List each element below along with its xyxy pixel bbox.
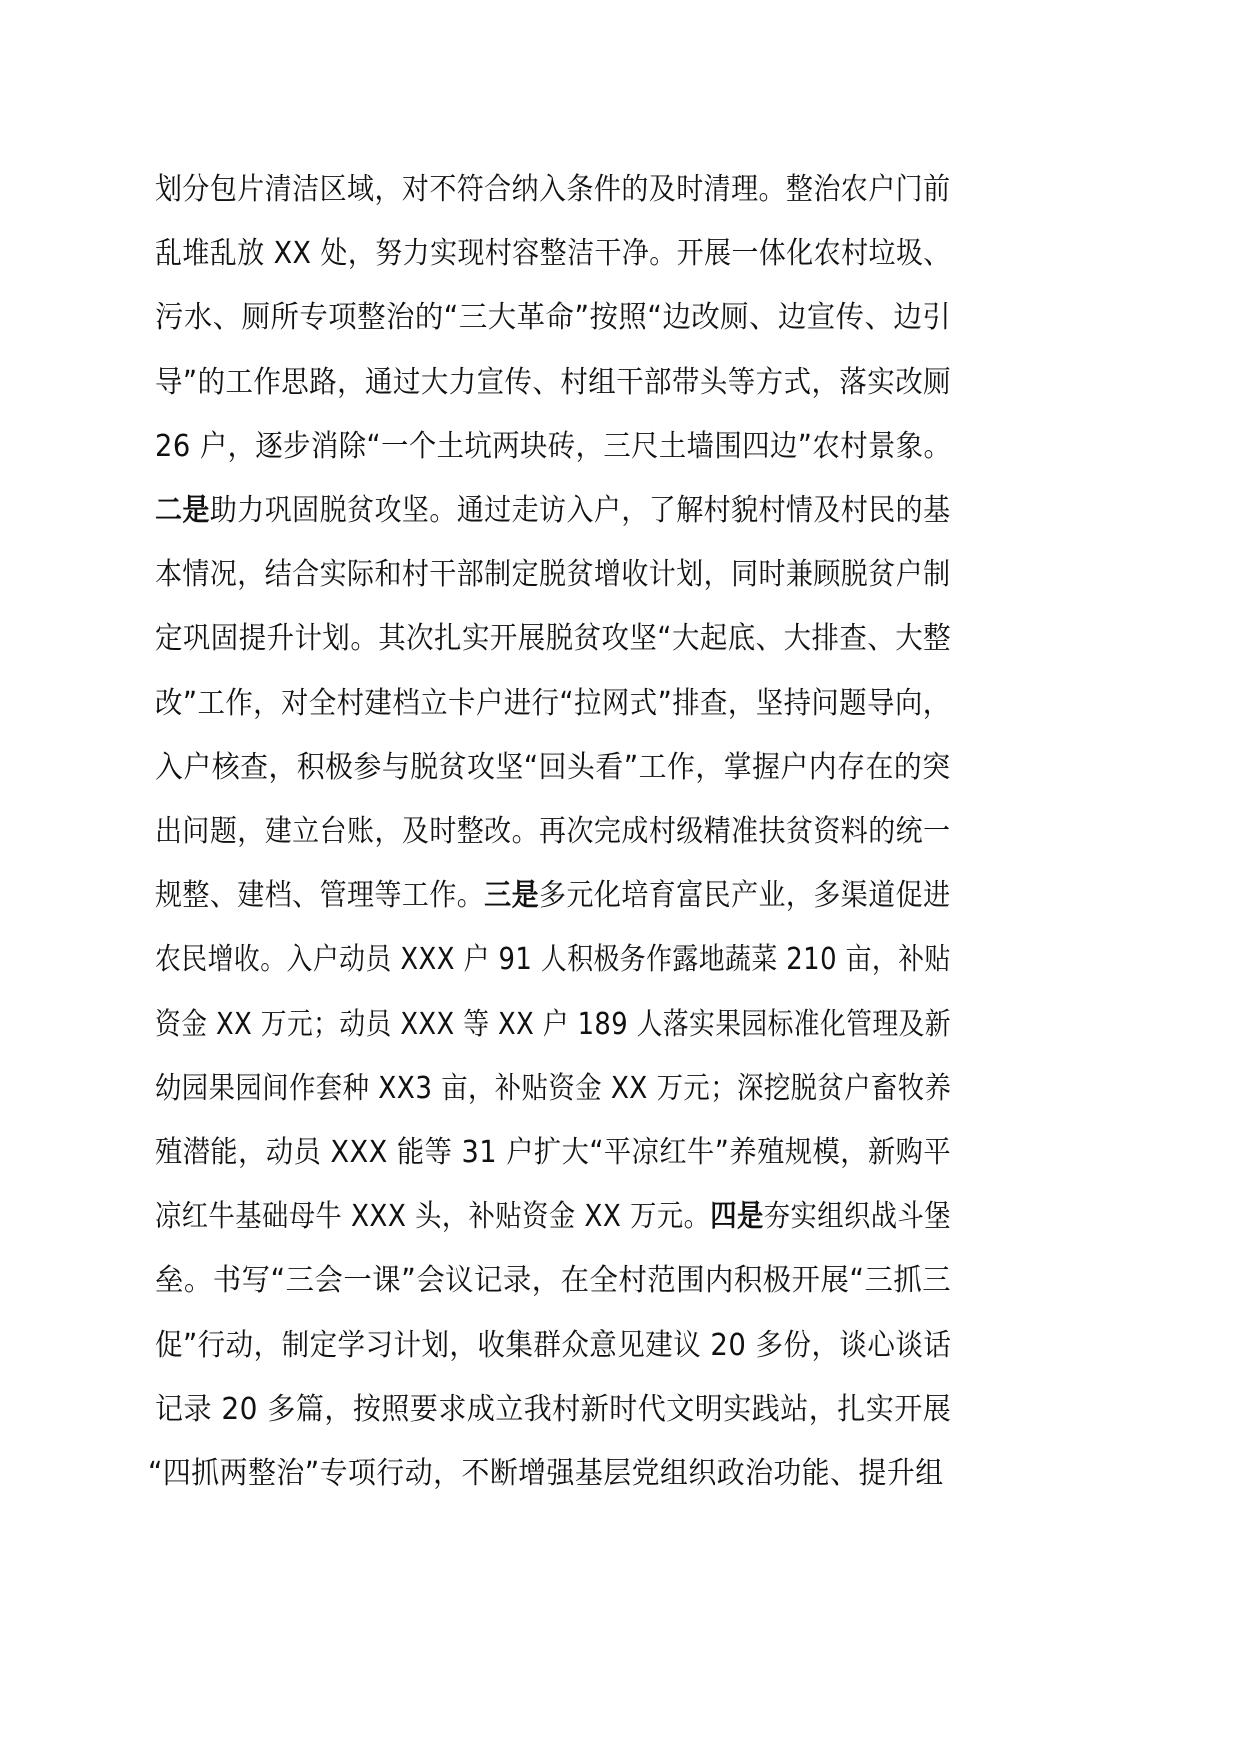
text-line [155,170,951,210]
text-segment: 幼园果园间作套种 XX3 亩，补贴资金 XX 万元；深挖脱贫户畜牧养 [155,1070,952,1106]
text-segment: 夯实组织战斗堡 [763,1199,951,1235]
text-segment: 导”的工作思路，通过大力宣传、村组干部带头等方式，落实改厕 [155,364,952,400]
text-line [155,1069,951,1109]
text-segment: 规整、建档、管理等工作。 [155,878,485,914]
text-segment: “四抓两整治”专项行动，不断增强基层党组织政治功能、提升组 [148,1456,944,1491]
text-line [155,298,951,338]
text-segment: 26 户，逐步消除“一个土坑两块砖，三尺土墙围四边”农村景象。 [155,428,952,464]
text-line [148,1454,944,1494]
bold-lead-phrase: 三是 [484,878,540,914]
text-line [155,555,951,595]
text-segment: 记录 20 多篇，按照要求成立我村新时代文明实践站，扎实开展 [155,1391,952,1427]
text-line [155,1390,951,1430]
text-segment: 凉红牛基础母牛 XXX 头，补贴资金 XX 万元。 [155,1199,711,1235]
text-segment: 垒。书写“三会一课”会议记录，在全村范围内积极开展“三抓三 [155,1263,952,1299]
text-line [155,940,951,980]
text-line [155,876,951,916]
text-segment: 促”行动，制定学习计划，收集群众意见建议 20 多份，谈心谈话 [155,1327,952,1363]
text-line [155,684,951,724]
text-segment: 多元化培育富民产业，多渠道促进 [539,878,951,914]
text-line [155,1197,951,1237]
text-line [155,1261,951,1301]
text-segment: 出问题，建立台账，及时整改。再次完成村级精准扶贫资料的统一 [155,814,951,849]
text-segment: 助力巩固脱贫攻坚。通过走访入户，了解村貌村情及村民的基 [209,493,951,528]
text-segment: 本情况，结合实际和村干部制定脱贫增收计划，同时兼顾脱贫户制 [155,557,951,593]
text-line [155,234,951,274]
text-segment: 改”工作，对全村建档立卡户进行“拉网式”排查，坚持问题导向， [155,685,951,721]
text-segment: 污水、厕所专项整治的“三大革命”按照“边改厕、边宣传、边引 [155,300,952,336]
text-line [155,1326,951,1366]
text-line [155,748,951,788]
text-line [155,491,951,531]
text-segment: 入户核查，积极参与脱贫攻坚“回头看”工作，掌握户内存在的突 [155,749,951,785]
text-segment: 划分包片清洁区域，对不符合纳入条件的及时清理。整治农户门前 [155,172,951,207]
text-segment: 殖潜能，动员 XXX 能等 31 户扩大“平凉红牛”养殖规模，新购平 [155,1135,952,1170]
text-segment: 农民增收。入户动员 XXX 户 91 人积极务作露地蔬菜 210 亩，补贴 [155,942,951,978]
text-line [155,812,951,852]
text-line [155,1133,951,1173]
bold-lead-phrase: 二是 [155,493,210,528]
text-segment: 乱堆乱放 XX 处，努力实现村容整洁干净。开展一体化农村垃圾、 [155,236,951,272]
text-segment: 定巩固提升计划。其次扎实开展脱贫攻坚“大起底、大排查、大整 [155,621,952,657]
text-line [155,619,951,659]
bold-lead-phrase: 四是 [710,1199,764,1235]
text-segment: 资金 XX 万元；动员 XXX 等 XX 户 189 人落实果园标准化管理及新 [155,1006,951,1042]
text-line [155,427,951,467]
text-line [155,363,951,403]
text-line [155,1005,951,1045]
